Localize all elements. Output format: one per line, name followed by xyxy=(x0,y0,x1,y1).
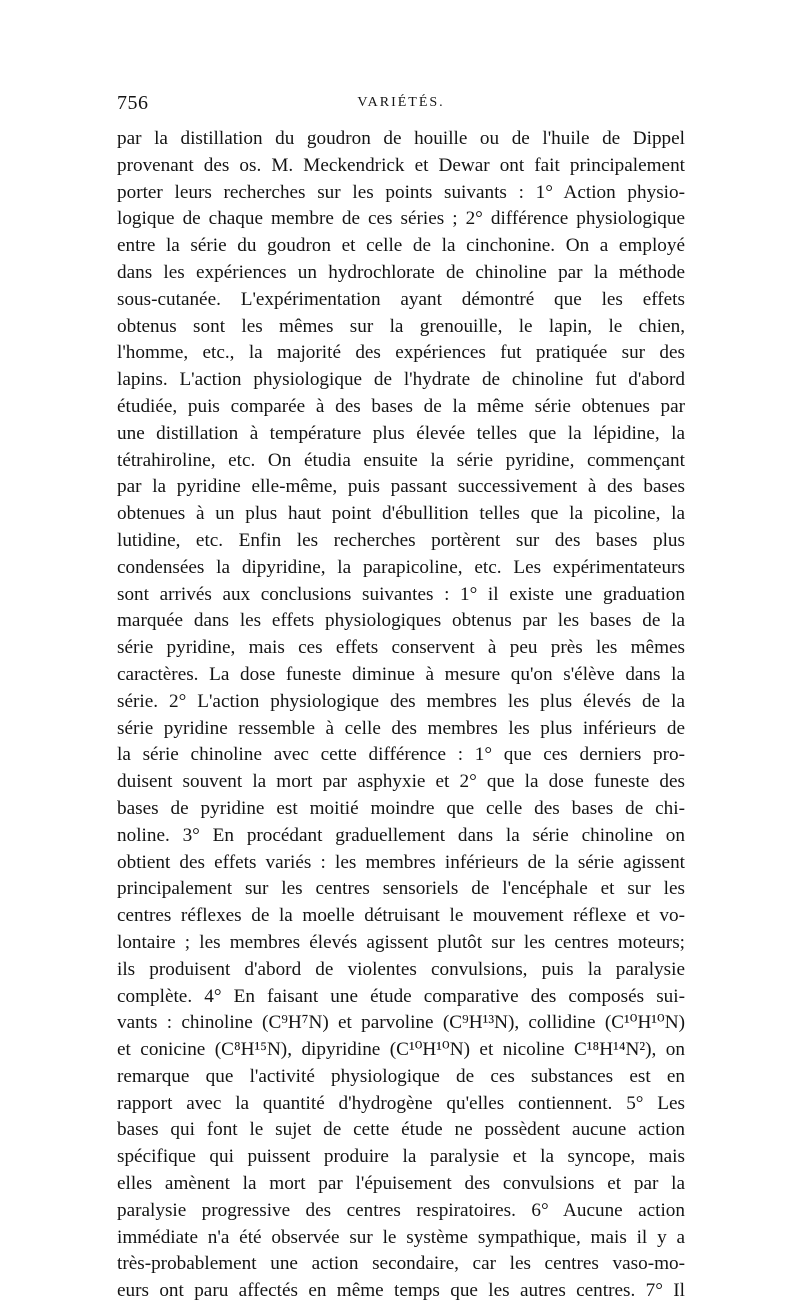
text-line: l'homme, etc., la majorité des expériences fut pratiquée sur des xyxy=(117,342,685,364)
text-line: entre la série du goudron et celle de la cinchonine. On a employé xyxy=(117,235,685,257)
text-line: et conicine (C⁸H¹⁵N), dipyridine (C¹⁰H¹⁰N) et nicoline C¹⁸H¹⁴N²), on xyxy=(117,1039,685,1061)
text-line: une distillation à température plus élevée telles que la lépidine, la xyxy=(117,422,685,444)
text-line: très-probablement une action secondaire, car les centres vaso-mo- xyxy=(117,1253,685,1275)
text-line: par la pyridine elle-même, puis passant successivement à des bases xyxy=(117,476,685,498)
text-line: obtenues à un plus haut point d'ébullition telles que la picoline, la xyxy=(117,503,685,525)
page-header xyxy=(117,92,685,122)
text-line: série pyridine, mais ces effets conservent à peu près les mêmes xyxy=(117,637,685,659)
text-line: la série chinoline avec cette différence : 1° que ces derniers pro- xyxy=(117,744,685,766)
text-line: lapins. L'action physiologique de l'hydrate de chinoline fut d'abord xyxy=(117,369,685,391)
text-line: centres réflexes de la moelle détruisant le mouvement réflexe et vo- xyxy=(117,905,685,927)
text-line: bases qui font le sujet de cette étude ne possèdent aucune action xyxy=(117,1119,685,1141)
text-line: sous-cutanée. L'expérimentation ayant démontré que les effets xyxy=(117,288,685,310)
text-line: remarque que l'activité physiologique de ces substances est en xyxy=(117,1065,685,1087)
text-line: lontaire ; les membres élevés agissent plutôt sur les centres moteurs; xyxy=(117,931,685,953)
text-line: lutidine, etc. Enfin les recherches portèrent sur des bases plus xyxy=(117,529,685,551)
text-line: par la distillation du goudron de houille ou de l'huile de Dippel xyxy=(117,128,685,149)
text-line: principalement sur les centres sensoriels de l'encéphale et sur les xyxy=(117,878,685,900)
text-line: immédiate n'a été observée sur le système sympathique, mais il y a xyxy=(117,1226,685,1248)
text-line: noline. 3° En procédant graduellement dans la série chinoline on xyxy=(117,824,685,846)
text-line: bases de pyridine est moitié moindre que celle des bases de chi- xyxy=(117,797,685,819)
text-line: spécifique qui puissent produire la paralysie et la syncope, mais xyxy=(117,1146,685,1168)
running-head: VARIÉTÉS. xyxy=(357,95,445,110)
text-line: logique de chaque membre de ces séries ; 2° différence physiologique xyxy=(117,208,685,230)
text-line: tétrahiroline, etc. On étudia ensuite la série pyridine, commençant xyxy=(117,449,685,471)
text-line: provenant des os. M. Meckendrick et Dewar ont fait principalement xyxy=(117,154,685,176)
text-line: complète. 4° En faisant une étude comparative des composés sui- xyxy=(117,985,685,1007)
text-line: vants : chinoline (C⁹H⁷N) et parvoline (C⁹H¹³N), collidine (C¹⁰H¹⁰N) xyxy=(117,1012,685,1034)
text-line: caractères. La dose funeste diminue à mesure qu'on s'élève dans la xyxy=(117,663,685,685)
text-line: porter leurs recherches sur les points suivants : 1° Action physio- xyxy=(117,181,685,203)
text-line: elles amènent la mort par l'épuisement des convulsions et par la xyxy=(117,1173,685,1195)
text-line: duisent souvent la mort par asphyxie et 2° que la dose funeste des xyxy=(117,771,685,793)
text-line: ils produisent d'abord de violentes convulsions, puis la paralysie xyxy=(117,958,685,980)
text-line: série. 2° L'action physiologique des membres les plus élevés de la xyxy=(117,690,685,712)
text-line: paralysie progressive des centres respiratoires. 6° Aucune action xyxy=(117,1199,685,1221)
body-paragraph xyxy=(117,126,685,1305)
text-line: rapport avec la quantité d'hydrogène qu'elles contiennent. 5° Les xyxy=(117,1092,685,1114)
text-line: série pyridine ressemble à celle des membres les plus inférieurs de xyxy=(117,717,685,739)
page-number: 756 xyxy=(117,92,149,114)
text-line: sont arrivés aux conclusions suivantes : 1° il existe une graduation xyxy=(117,583,685,605)
text-line: dans les expériences un hydrochlorate de chinoline par la méthode xyxy=(117,261,685,283)
text-line: eurs ont paru affectés en même temps que les autres centres. 7° Il xyxy=(117,1280,685,1302)
text-line: marquée dans les effets physiologiques obtenus par les bases de la xyxy=(117,610,685,632)
text-line: étudiée, puis comparée à des bases de la même série obtenues par xyxy=(117,395,685,417)
text-line: obtenus sont les mêmes sur la grenouille, le lapin, le chien, xyxy=(117,315,685,337)
text-line: condensées la dipyridine, la parapicoline, etc. Les expérimentateurs xyxy=(117,556,685,578)
text-line: obtient des effets variés : les membres inférieurs de la série agissent xyxy=(117,851,685,873)
